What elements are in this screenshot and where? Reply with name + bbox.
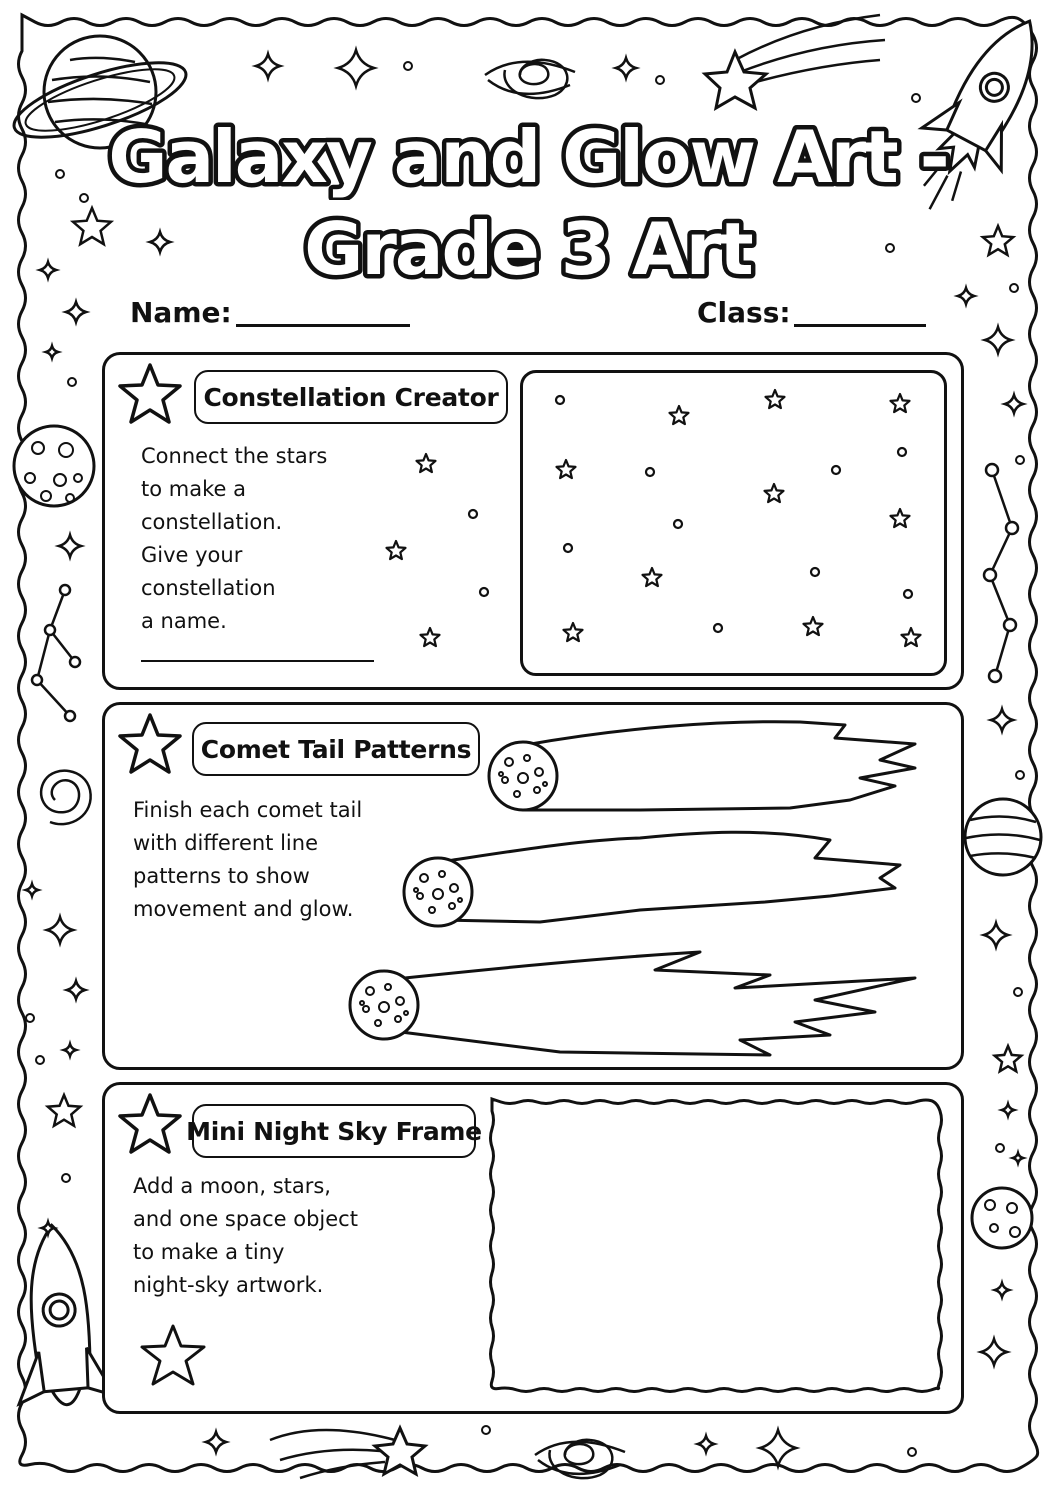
night-sky-drawing-frame[interactable] — [486, 1096, 946, 1396]
page-title: Galaxy and Glow Art - — [107, 115, 948, 199]
night-sky-heading: Mini Night Sky Frame — [192, 1104, 476, 1158]
comet-tail-1 — [525, 722, 915, 810]
constellation-instructions: Connect the stars to make a constellation. Give your constellation a name. — [141, 444, 328, 633]
constellation-heading: Constellation Creator — [194, 370, 508, 424]
comet-tail-2 — [440, 832, 900, 922]
night-sky-instructions: Add a moon, stars, and one space object to make a tiny night-sky artwork. — [133, 1174, 358, 1297]
comet-tail-3 — [385, 952, 915, 1055]
name-label: Name: — [130, 296, 232, 329]
comet-instructions: Finish each comet tail with different line patterns to show movement and glow. — [133, 798, 363, 921]
page-subtitle: Grade 3 Art — [303, 207, 752, 291]
class-label: Class: — [697, 296, 791, 329]
comet-heading: Comet Tail Patterns — [192, 722, 480, 776]
star-icon — [138, 1322, 208, 1388]
star-icon — [116, 1092, 184, 1156]
